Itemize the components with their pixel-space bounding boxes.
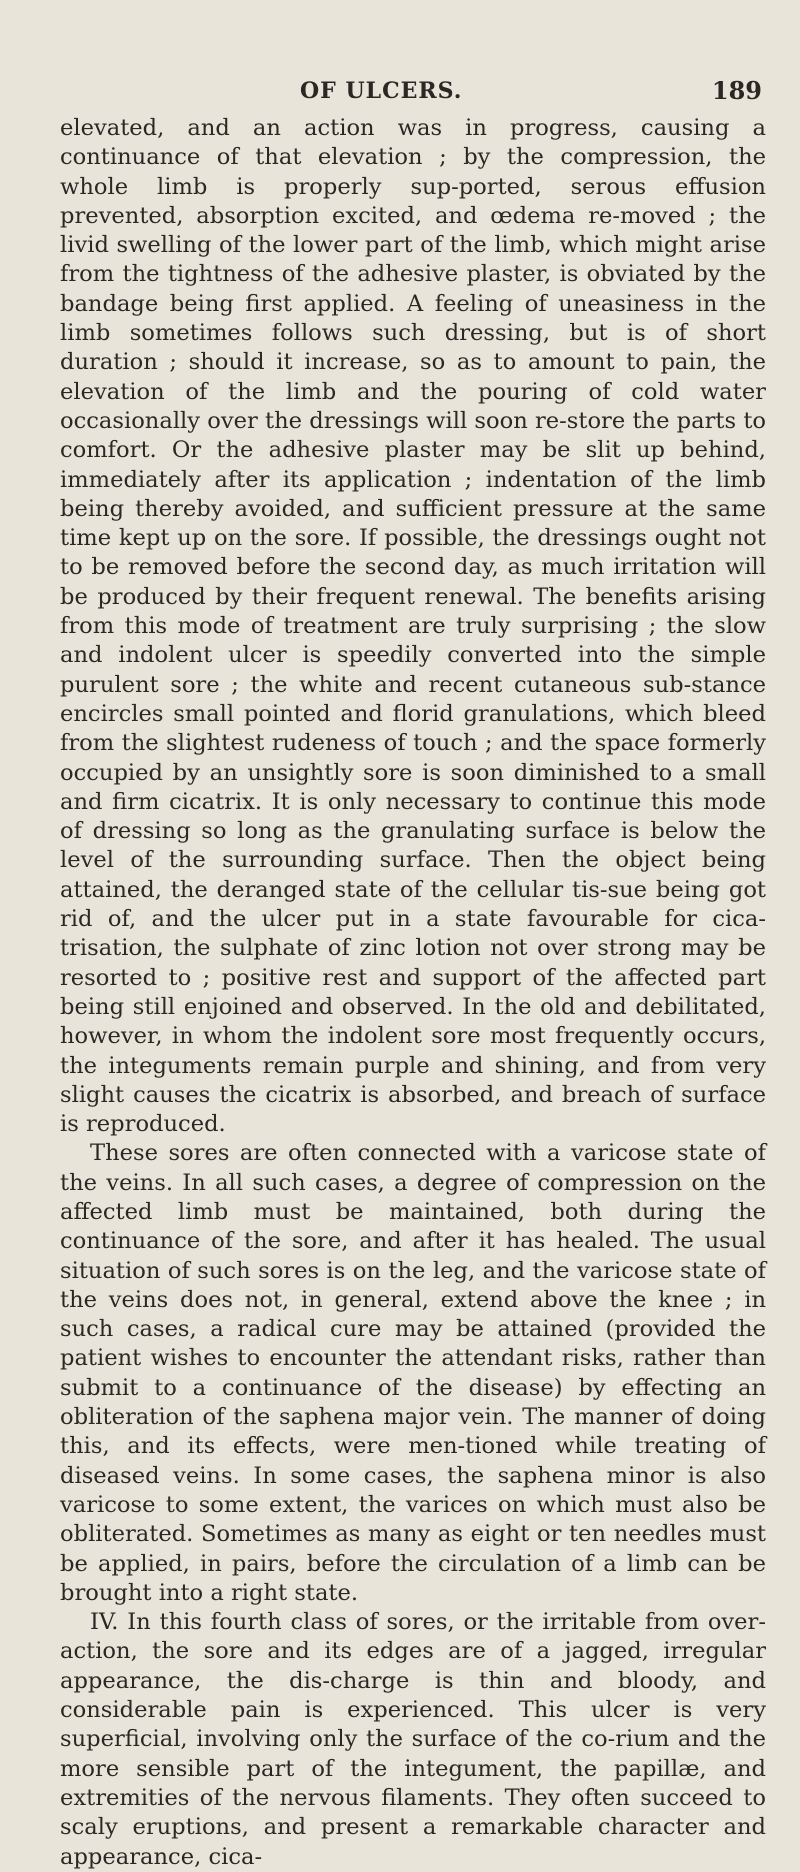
running-title: OF ULCERS.	[300, 78, 463, 104]
page-number: 189	[711, 76, 762, 105]
body-text	[60, 114, 766, 1872]
paragraph-fourth-class: IV. In this fourth class of sores, or the irritable from over-action, the sore and its edges are of a jagged, irregular appearance, the dis-charge is thin and bloody, and considerable pain is experienced. This ulcer is very superficial, involving only the surface of the co-rium and the more sensible part of the integument, the papillæ, and extremities of the nervous filaments. They often succeed to scaly eruptions, and present a remarkable character and appearance, cica-	[60, 1609, 766, 1870]
paragraph-continued: elevated, and an action was in progress, causing a continuance of that elevation ; by the compression, the whole limb is properly sup-ported, serous effusion prevented, absorption excited, and œdema re-moved ; the livid swelling of the lower part of the limb, which might arise from the tightness of the adhesive plaster, is obviated by the bandage being first applied. A feeling of uneasiness in the limb sometimes follows such dressing, but is of short duration ; should it increase, so as to amount to pain, the elevation of the limb and the pouring of cold water occasionally over the dressings will soon re-store the parts to comfort. Or the adhesive plaster may be slit up behind, immediately after its application ; indentation of the limb being thereby avoided, and sufficient pressure at the same time kept up on the sore. If possible, the dressings ought not to be removed before the second day, as much irritation will be produced by their frequent renewal. The benefits arising from this mode of treatment are truly surprising ; the slow and indolent ulcer is speedily converted into the simple purulent sore ; the white and recent cutaneous sub-stance encircles small pointed and florid granulations, which bleed from the slightest rudeness of touch ; and the space formerly occupied by an unsightly sore is soon diminished to a small and firm cicatrix. It is only necessary to continue this mode of dressing so long as the granulating surface is below the level of the surrounding surface. Then the object being attained, the deranged state of the cellular tis-sue being got rid of, and the ulcer put in a state favourable for cica-trisation, the sulphate of zinc lotion not over strong may be resorted to ; positive rest and support of the affected part being still enjoined and observed. In the old and debilitated, however, in whom the indolent sore most frequently occurs, the integuments remain purple and shining, and from very slight causes the cicatrix is absorbed, and breach of surface is reproduced.	[60, 115, 766, 1138]
paragraph-varicose: These sores are often connected with a varicose state of the veins. In all such cases, a degree of compression on the affected limb must be maintained, both during the continuance of the sore, and after it has healed. The usual situation of such sores is on the leg, and the varicose state of the veins does not, in general, extend above the knee ; in such cases, a radical cure may be attained (provided the patient wishes to encounter the attendant risks, rather than submit to a continuance of the disease) by effecting an obliteration of the saphena major vein. The manner of doing this, and its effects, were men-tioned while treating of diseased veins. In some cases, the saphena minor is also varicose to some extent, the varices on which must also be obliterated. Sometimes as many as eight or ten needles must be applied, in pairs, before the circulation of a limb can be brought into a right state.	[60, 1140, 766, 1606]
